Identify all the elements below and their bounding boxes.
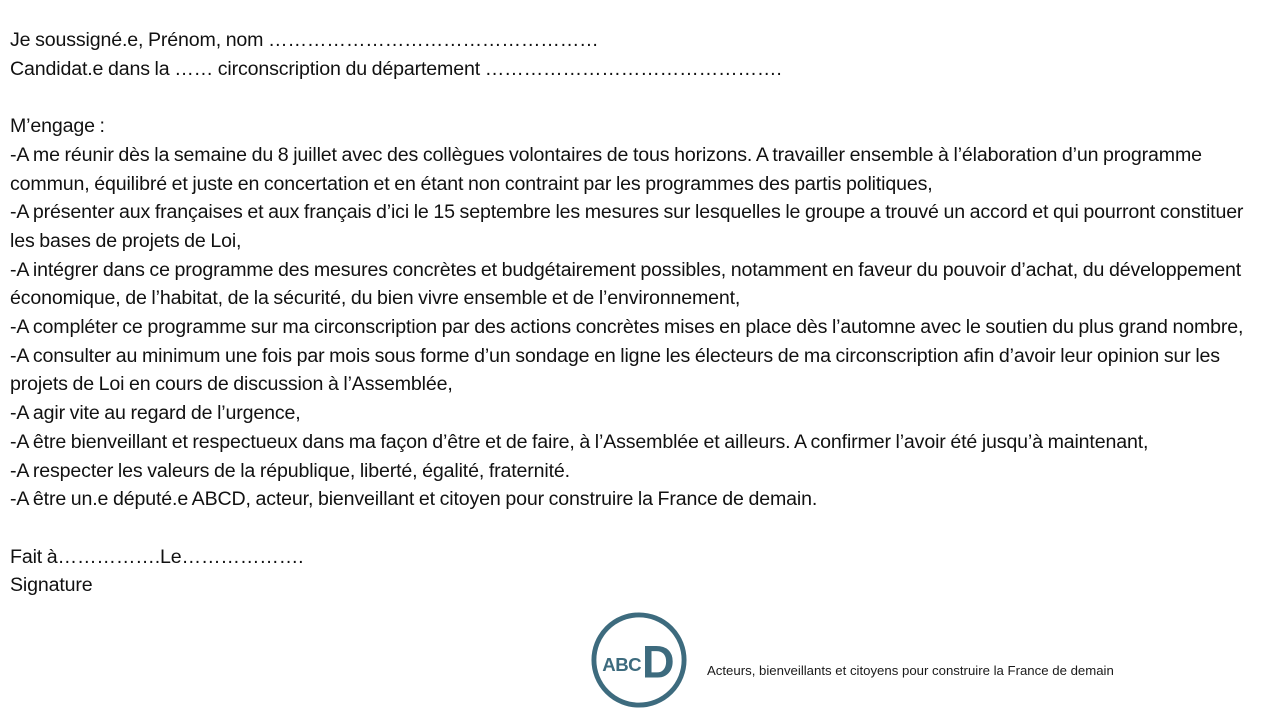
name-line: Je soussigné.e, Prénom, nom …………………………………………… [10,29,599,51]
candidate-line: Candidat.e dans la …… circonscription du département ………………………………………. [10,57,782,80]
commitment-item-1: -A me réunir dès la semaine du 8 juillet avec des collègues volontaires de tous horizons. A travailler ensemble à l’élaboration d’un programme commun, équilibré et juste en concertation et en étant non contraint par les programmes des partis politiques, [10,143,1202,195]
commitment-item-7: -A être bienveillant et respectueux dans ma façon d’être et de faire, à l’Assemblée et ailleurs. A confirmer l’avoir été jusqu’à maintenant, [10,430,1149,453]
commitment-item-4: -A compléter ce programme sur ma circonscription par des actions concrètes mises en place dès l’automne avec le soutien du plus grand nombre, [10,316,1244,339]
abcd-logo [590,611,688,709]
pledge-document [10,26,1272,600]
logo-text-abc: ABC [602,653,642,675]
spacer [10,514,1272,543]
logo-tagline: Acteurs, bienveillants et citoyens pour construire la France de demain [707,663,1114,678]
spacer [10,83,1272,112]
commitment-item-6: -A agir vite au regard de l’urgence, [10,402,301,425]
place-date-line: Fait à…………….Le………………. [10,545,304,568]
logo-text-d: D [641,636,675,688]
commitment-item-9: -A être un.e député.e ABCD, acteur, bienveillant et citoyen pour construire la France de demain. [10,488,818,511]
commitment-item-8: -A respecter les valeurs de la république, liberté, égalité, fraternité. [10,459,570,482]
commitment-item-2: -A présenter aux françaises et aux français d’ici le 15 septembre les mesures sur lesquelles le groupe a trouvé un accord et qui pourront constituer les bases de projets de Loi, [10,201,1244,252]
signature-label: Signature [10,574,93,597]
commitment-item-3: -A intégrer dans ce programme des mesures concrètes et budgétairement possibles, notamment en faveur du pouvoir d’achat, du développement économique, de l’habitat, de la sécurité, du bien vivre ensemble et de l’environnement, [10,258,1241,310]
commitment-item-5: -A consulter au minimum une fois par mois sous forme d’un sondage en ligne les électeurs de ma circonscription afin d’avoir leur opinion sur les projets de Loi en cours de discussion à l’Assemblée, [10,344,1220,396]
commitment-intro: M’engage : [10,115,105,138]
